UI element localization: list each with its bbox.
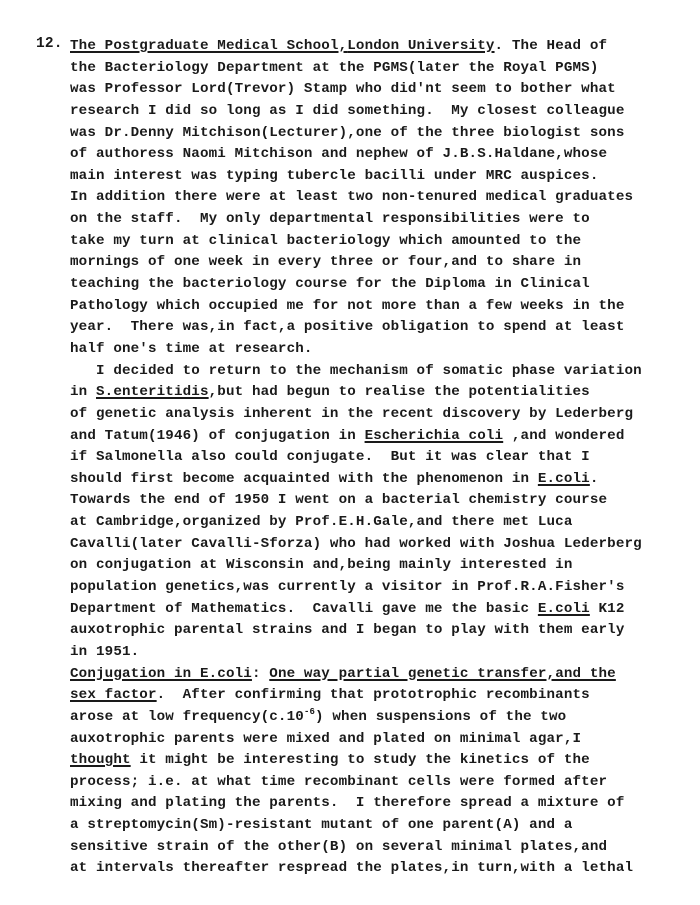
underlined-text: thought [70,752,131,769]
text-body [70,36,690,880]
text-segment: at intervals thereafter respread the plates,in turn,with a lethal [70,860,634,877]
text-segment: was Dr.Denny Mitchison(Lecturer),one of the three biologist sons [70,124,625,141]
text-line [70,469,690,491]
text-line [70,837,690,859]
text-line [70,577,690,599]
text-line [70,707,690,729]
text-segment: of genetic analysis inherent in the recent discovery by Lederberg [70,405,634,422]
text-line [70,815,690,837]
text-line [70,101,690,123]
underlined-text: S.enteritidis [96,384,209,401]
text-line [70,620,690,642]
underlined-text: sex factor [70,687,157,704]
text-line [70,490,690,512]
section-number: 12. [36,36,63,52]
superscript-text: -6 [303,706,316,717]
text-line [70,599,690,621]
text-line [70,252,690,274]
text-segment: . After confirming that prototrophic recombinants [156,687,590,704]
text-segment: it might be interesting to study the kinetics of the [130,752,590,769]
text-line [70,187,690,209]
text-segment: process; i.e. at what time recombinant cells were formed after [70,773,608,790]
text-segment: arose at low frequency(c.10 [70,708,304,725]
text-segment: half one's time at research. [70,340,313,357]
text-segment: a streptomycin(Sm)-resistant mutant of one parent(A) and a [70,817,573,834]
text-segment: ,and wondered [503,427,625,444]
text-segment: auxotrophic parents were mixed and plated on minimal agar,I [70,730,582,747]
underlined-text: Escherichia coli [364,427,504,444]
text-line [70,36,690,58]
text-segment: of authoress Naomi Mitchison and nephew of J.B.S.Haldane,whose [70,146,608,163]
text-segment: ) when suspensions of the two [315,708,567,725]
text-segment: mixing and plating the parents. I therefore spread a mixture of [70,795,625,812]
text-line [70,123,690,145]
text-line [70,404,690,426]
text-segment: Department of Mathematics. Cavalli gave me the basic [70,600,538,617]
text-segment: and Tatum(1946) of conjugation in [70,427,365,444]
underlined-text: One way partial genetic transfer,and the [269,665,616,682]
text-line [70,555,690,577]
text-segment: on conjugation at Wisconsin and,being mainly interested in [70,557,573,574]
text-segment: the Bacteriology Department at the PGMS(later the Royal PGMS) [70,59,599,76]
underlined-text: E.coli [537,600,590,617]
text-line [70,772,690,794]
text-line [70,79,690,101]
text-line [70,750,690,772]
text-line [70,231,690,253]
text-segment: In addition there were at least two non-tenured medical graduates [70,189,634,206]
text-segment: teaching the bacteriology course for the Diploma in Clinical [70,276,590,293]
text-segment: main interest was typing tubercle bacilli under MRC auspices. [70,167,599,184]
text-line [70,534,690,556]
text-line [70,166,690,188]
text-segment: year. There was,in fact,a positive obligation to spend at least [70,319,625,336]
text-segment: . The Head of [494,38,608,54]
text-segment: was Professor Lord(Trevor) Stamp who did'nt seem to bother what [70,81,616,98]
text-segment: in [70,384,96,401]
text-line [70,274,690,296]
underlined-text: The Postgraduate Medical School, [70,38,348,54]
text-segment: on the staff. My only departmental responsibilities were to [70,211,590,228]
underlined-text: E.coli [537,470,590,487]
text-line [70,447,690,469]
text-segment: research I did so long as I did something. My closest colleague [70,102,625,119]
text-line [70,361,690,383]
text-line [70,339,690,361]
text-segment: population genetics,was currently a visitor in Prof.R.A.Fisher's [70,579,625,596]
text-line [70,209,690,231]
text-segment: ,but had begun to realise the potentialities [208,384,590,401]
underlined-text: London University [347,38,495,54]
text-segment: in 1951. [70,643,140,660]
text-segment: mornings of one week in every three or four,and to share in [70,254,582,271]
text-segment: . [589,470,599,487]
text-line [70,144,690,166]
text-line [70,58,690,80]
text-line [70,296,690,318]
text-segment: auxotrophic parental strains and I began to play with them early [70,622,625,639]
text-segment: take my turn at clinical bacteriology which amounted to the [70,232,582,249]
text-line [70,793,690,815]
text-segment: I decided to return to the mechanism of somatic phase variation [70,362,642,379]
text-line [70,664,690,686]
text-line [70,729,690,751]
text-segment: sensitive strain of the other(B) on several minimal plates,and [70,838,608,855]
underlined-text: Conjugation in E.coli [70,665,252,682]
text-segment: Cavalli(later Cavalli-Sforza) who had worked with Joshua Lederberg [70,535,642,552]
text-line [70,317,690,339]
text-line [70,426,690,448]
text-segment: at Cambridge,organized by Prof.E.H.Gale,and there met Luca [70,514,573,531]
text-segment: Towards the end of 1950 I went on a bacterial chemistry course [70,492,608,509]
text-segment: : [251,665,270,682]
text-line [70,858,690,880]
text-segment: Pathology which occupied me for not more than a few weeks in the [70,297,625,314]
text-line [70,642,690,664]
text-line [70,685,690,707]
text-line [70,382,690,404]
text-segment: K12 [589,600,625,617]
text-segment: if Salmonella also could conjugate. But it was clear that I [70,449,590,466]
text-segment: should first become acquainted with the phenomenon in [70,470,538,487]
text-line [70,512,690,534]
